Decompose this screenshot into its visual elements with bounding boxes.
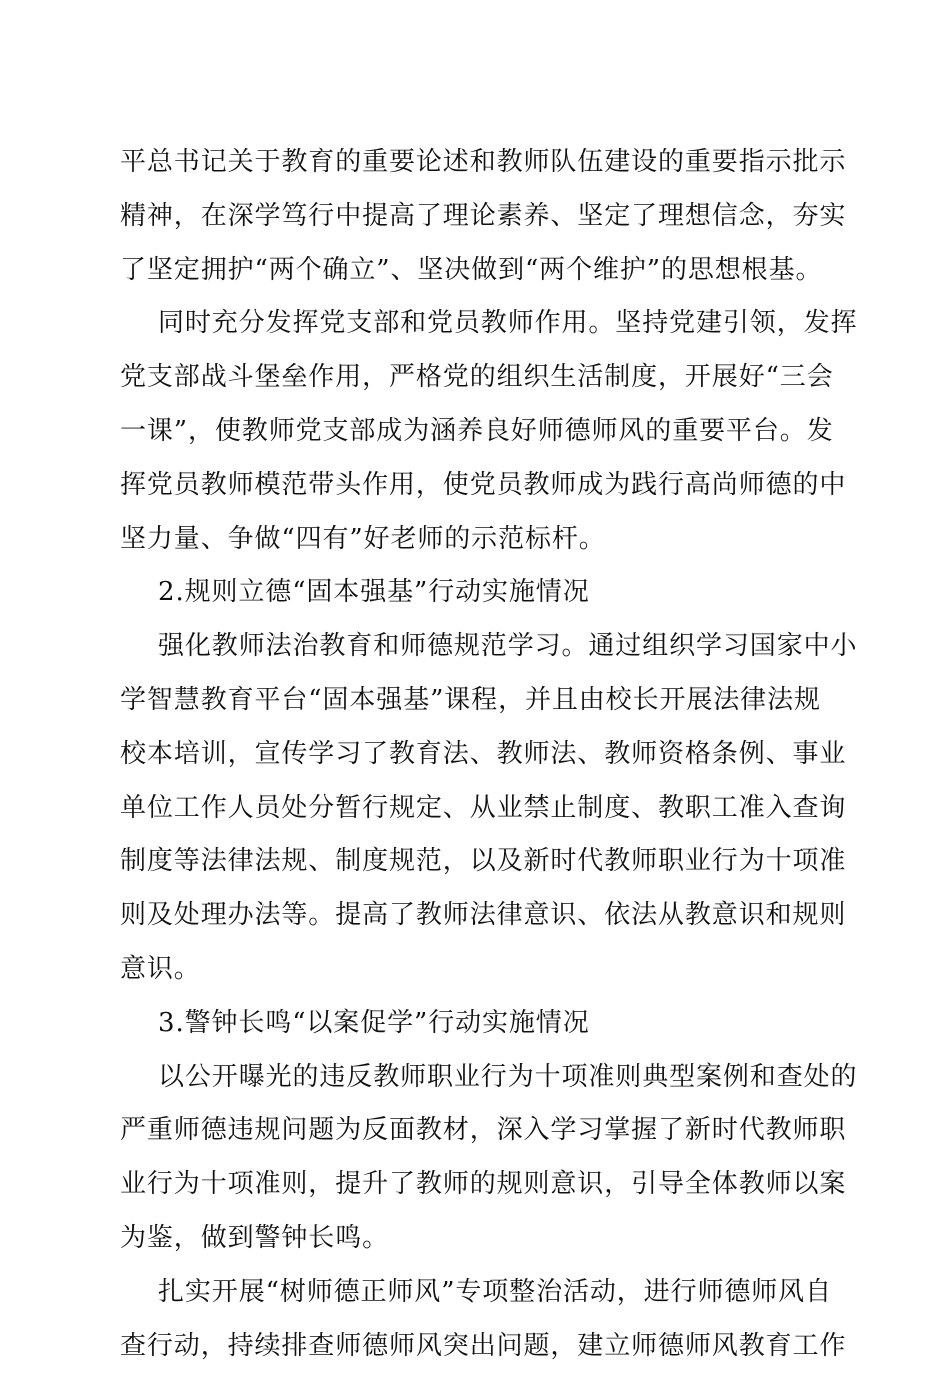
text-line: 挥党员教师模范带头作用，使党员教师成为践行高尚师德的中 [120, 469, 847, 500]
text-line: 平总书记关于教育的重要论述和教师队伍建设的重要指示批示 [120, 147, 847, 177]
text-line: 制度等法律法规、制度规范，以及新时代教师职业行为十项准 [120, 846, 847, 877]
text-line: 了坚定拥护“两个确立”、坚决做到“两个维护”的思想根基。 [120, 254, 823, 285]
text-line: 校本培训，宣传学习了教育法、教师法、教师资格条例、事业 [120, 738, 847, 769]
text-line: 查行动，持续排查师德师风突出问题，建立师德师风教育工作 [120, 1330, 847, 1361]
paragraph-first-line: 同时充分发挥党支部和党员教师作用。坚持党建引领，发挥 [158, 308, 858, 339]
section-heading-3: 3.警钟长鸣“以案促学”行动实施情况 [158, 1007, 590, 1038]
section-heading-2: 2.规则立德“固本强基”行动实施情况 [158, 577, 590, 608]
text-line: 意识。 [120, 953, 201, 984]
text-line: 业行为十项准则，提升了教师的规则意识，引导全体教师以案 [120, 1169, 847, 1200]
paragraph-first-line: 强化教师法治教育和师德规范学习。通过组织学习国家中小 [158, 631, 858, 662]
text-line: 严重师德违规问题为反面教材，深入学习掌握了新时代教师职 [120, 1115, 847, 1146]
text-line: 精神，在深学笃行中提高了理论素养、坚定了理想信念，夯实 [120, 200, 847, 231]
text-line: 单位工作人员处分暂行规定、从业禁止制度、教职工准入查询 [120, 792, 847, 823]
text-line: 为鉴，做到警钟长鸣。 [120, 1222, 390, 1253]
text-line: 坚力量、争做“四有”好老师的示范标杆。 [120, 523, 606, 554]
paragraph-first-line: 扎实开展“树师德正师风”专项整治活动，进行师德师风自 [158, 1276, 832, 1307]
text-line: 学智慧教育平台“固本强基”课程，并且由校长开展法律法规 [120, 684, 821, 715]
text-line: 一课”，使教师党支部成为涵养良好师德师风的重要平台。发 [120, 415, 834, 446]
text-line: 党支部战斗堡垒作用，严格党的组织生活制度，开展好“三会 [120, 362, 834, 393]
document-body [120, 144, 858, 1381]
text-line: 则及处理办法等。提高了教师法律意识、依法从教意识和规则 [120, 900, 847, 931]
paragraph-first-line: 以公开曝光的违反教师职业行为十项准则典型案例和查处的 [158, 1061, 858, 1092]
